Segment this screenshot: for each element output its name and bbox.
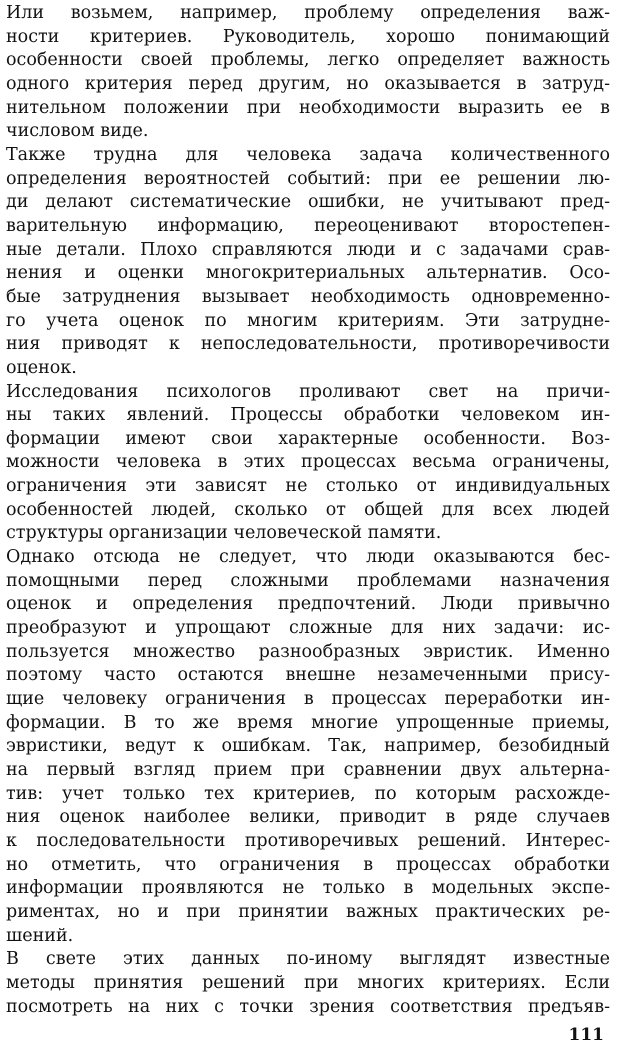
- page-body: [6, 2, 610, 1019]
- text-line: ны таких явлений. Процессы обработки человеком ин-: [6, 405, 610, 426]
- text-line: поэтому часто остаются внешне незамеченными прису-: [6, 665, 610, 686]
- text-line: ния оценок наиболее велики, приводит в ряде случаев: [6, 807, 610, 828]
- text-line: но отметить, что ограничения в процессах обработки: [6, 854, 610, 875]
- text-line: шений.: [6, 925, 74, 946]
- text-line: пользуется множество разнообразных эвристик. Именно: [6, 641, 610, 662]
- text-line: формации. В то же время многие упрощенные приемы,: [6, 712, 610, 733]
- text-line: Также трудна для человека задача количественного: [6, 144, 610, 165]
- text-line: числовом виде.: [6, 121, 149, 142]
- text-line: особенности своей проблемы, легко определяет важность: [6, 50, 610, 71]
- text-line: бые затруднения вызывает необходимость одновременно-: [6, 286, 610, 307]
- text-line: Или возьмем, например, проблему определения важ-: [6, 3, 610, 23]
- text-line: преобразуют и упрощают сложные для них задачи: ис-: [6, 618, 610, 639]
- text-line: ди делают систематические ошибки, не учитывают пред-: [6, 192, 610, 213]
- page-number: 111: [568, 1025, 604, 1045]
- text-line: варительную информацию, переоценивают второстепен-: [6, 215, 610, 236]
- text-line: особенностей людей, сколько от общей для всех людей: [6, 499, 610, 520]
- text-line: к последовательности противоречивых решений. Интерес-: [6, 830, 610, 851]
- text-line: ные детали. Плохо справляются люди и с задачами срав-: [6, 239, 610, 260]
- text-line: на первый взгляд прием при сравнении двух альтерна-: [6, 760, 610, 780]
- text-line: оценок.: [6, 357, 77, 378]
- text-line: тив: учет только тех критериев, по которым расхожде-: [6, 783, 610, 804]
- text-line: ограничения эти зависят не столько от индивидуальных: [6, 476, 610, 497]
- text-line: Исследования психологов проливают свет на причи-: [6, 381, 610, 402]
- text-line: формации имеют свои характерные особенности. Воз-: [6, 428, 610, 449]
- text-line: риментах, но и при принятии важных практических ре-: [6, 901, 610, 922]
- text-line: информации проявляются не только в модельных экспе-: [6, 878, 610, 899]
- text-line: структуры организации человеческой памяти.: [6, 523, 442, 544]
- text-line: определения вероятностей событий: при ее решении лю-: [6, 168, 610, 189]
- text-line: одного критерия перед другим, но оказывается в затруд-: [6, 73, 610, 94]
- text-line: оценок и определения предпочтений. Люди привычно: [6, 594, 610, 615]
- text-line: ния приводят к непоследовательности, противоречивости: [6, 334, 610, 355]
- text-line: го учета оценок по многим критериям. Эти затрудне-: [6, 310, 610, 331]
- text-line: посмотреть на них с точки зрения соответствия предъяв-: [6, 996, 610, 1017]
- text-line: В свете этих данных по-иному выглядят известные: [6, 949, 610, 970]
- text-line: щие человеку ограничения в процессах переработки ин-: [6, 689, 610, 710]
- text-line: Однако отсюда не следует, что люди оказываются бес-: [6, 547, 610, 568]
- text-line: нения и оценки многокритериальных альтернатив. Осо-: [6, 263, 610, 284]
- text-line: методы принятия решений при многих критериях. Если: [6, 972, 610, 993]
- text-line: помощными перед сложными проблемами назначения: [6, 570, 610, 591]
- text-line: можности человека в этих процессах весьма ограничены,: [6, 452, 610, 473]
- text-line: ности критериев. Руководитель, хорошо понимающий: [6, 26, 610, 47]
- text-line: эвристики, ведут к ошибкам. Так, например, безобидный: [6, 736, 610, 757]
- text-line: нительном положении при необходимости выразить ее в: [6, 97, 610, 118]
